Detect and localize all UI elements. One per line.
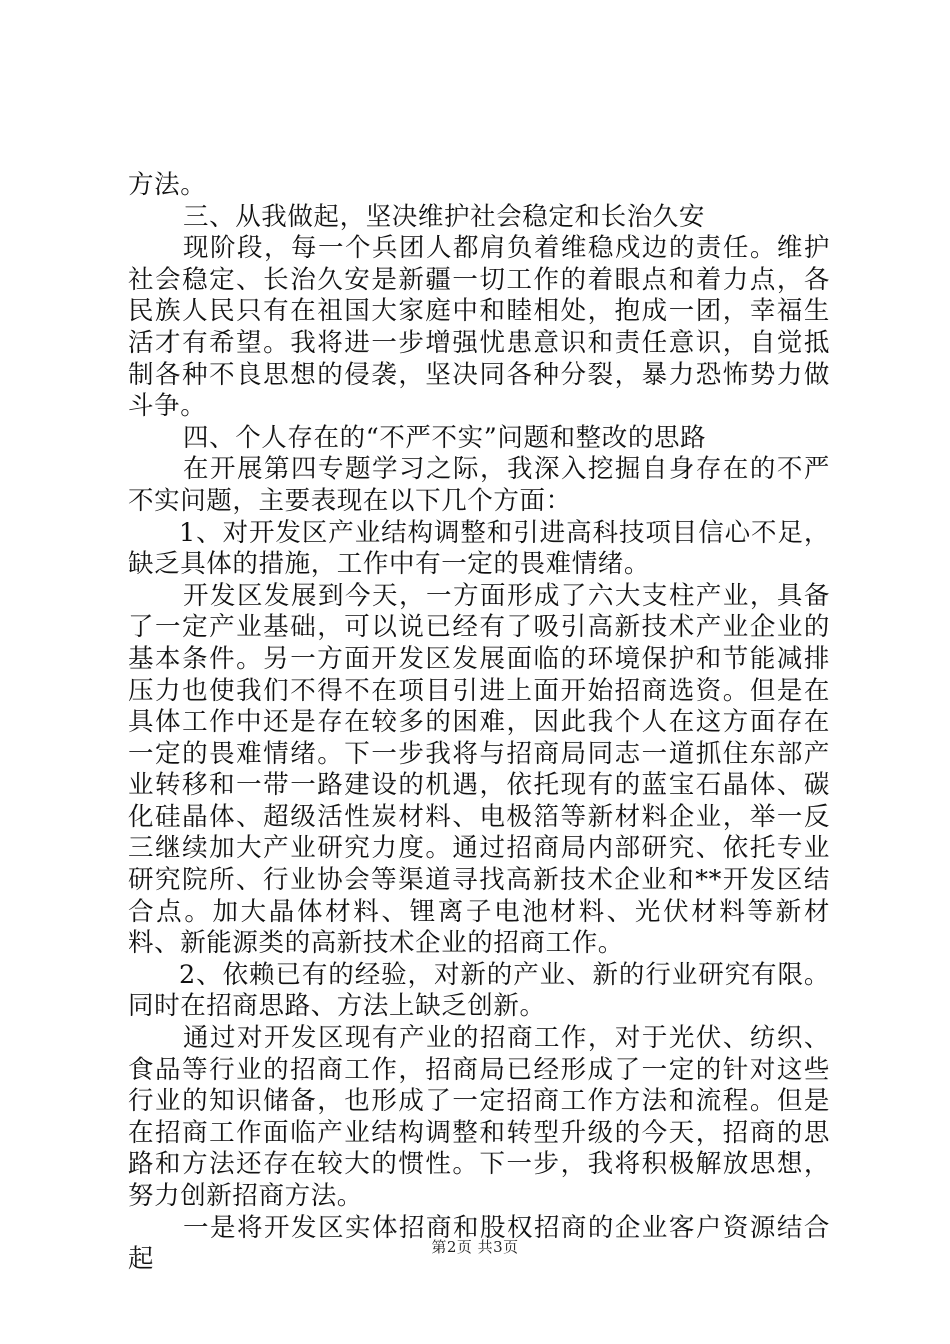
issue-item-2: 2、依赖已有的经验，对新的产业、新的行业研究有限。同时在招商思路、方法上缺乏创新。 — [128, 959, 830, 1022]
paragraph-continuation: 方法。 — [128, 170, 207, 200]
paragraph-intro-issues: 在开展第四专题学习之际，我深入挖掘自身存在的不严不实问题，主要表现在以下几个方面： — [128, 454, 830, 516]
page-number-footer: 第2页 共3页 — [431, 1238, 519, 1256]
issue-item-1: 1、对开发区产业结构调整和引进高科技项目信心不足，缺乏具体的措施，工作中有一定的畏难情绪。 — [128, 517, 830, 580]
paragraph-issue-2-detail: 通过对开发区现有产业的招商工作，对于光伏、纺织、食品等行业的招商工作，招商局已经形成了一定的针对这些行业的知识储备，也形成了一定招商工作方法和流程。但是在招商工作面临产业结构调整和转型升级的今天，招商的思路和方法还存在较大的惯性。下一步，我将积极解放思想，努力创新招商方法。 — [128, 1023, 830, 1211]
document-body — [128, 170, 830, 1276]
section-heading-3: 三、从我做起，坚决维护社会稳定和长治久安 — [183, 201, 706, 232]
section-heading-4: 四、个人存在的“不严不实”问题和整改的思路 — [183, 422, 707, 453]
paragraph-issue-1-detail: 开发区发展到今天，一方面形成了六大支柱产业，具备了一定产业基础，可以说已经有了吸引高新技术产业企业的基本条件。另一方面开发区发展面临的环境保护和节能减排压力也使我们不得不在项目引进上面开始招商选资。但是在具体工作中还是存在较多的困难，因此我个人在这方面存在一定的畏难情绪。下一步我将与招商局同志一道抓住东部产业转移和一带一路建设的机遇，依托现有的蓝宝石晶体、碳化硅晶体、超级活性炭材料、电极箔等新材料企业，举一反三继续加大产业研究力度。通过招商局内部研究、依托专业研究院所、行业协会等渠道寻找高新技术企业和**开发区结合点。加大晶体材料、锂离子电池材料、光伏材料等新材料、新能源类的高新技术企业的招商工作。 — [128, 580, 830, 959]
paragraph-measure-1: 一是将开发区实体招商和股权招商的企业客户资源结合起 — [128, 1212, 830, 1275]
paragraph-stability: 现阶段，每一个兵团人都肩负着维稳戍边的责任。维护社会稳定、长治久安是新疆一切工作的着眼点和着力点，各民族人民只有在祖国大家庭中和睦相处，抱成一团，幸福生活才有希望。我将进一步增强忧患意识和责任意识，自觉抵制各种不良思想的侵袭，坚决同各种分裂，暴力恐怖势力做斗争。 — [128, 233, 830, 422]
